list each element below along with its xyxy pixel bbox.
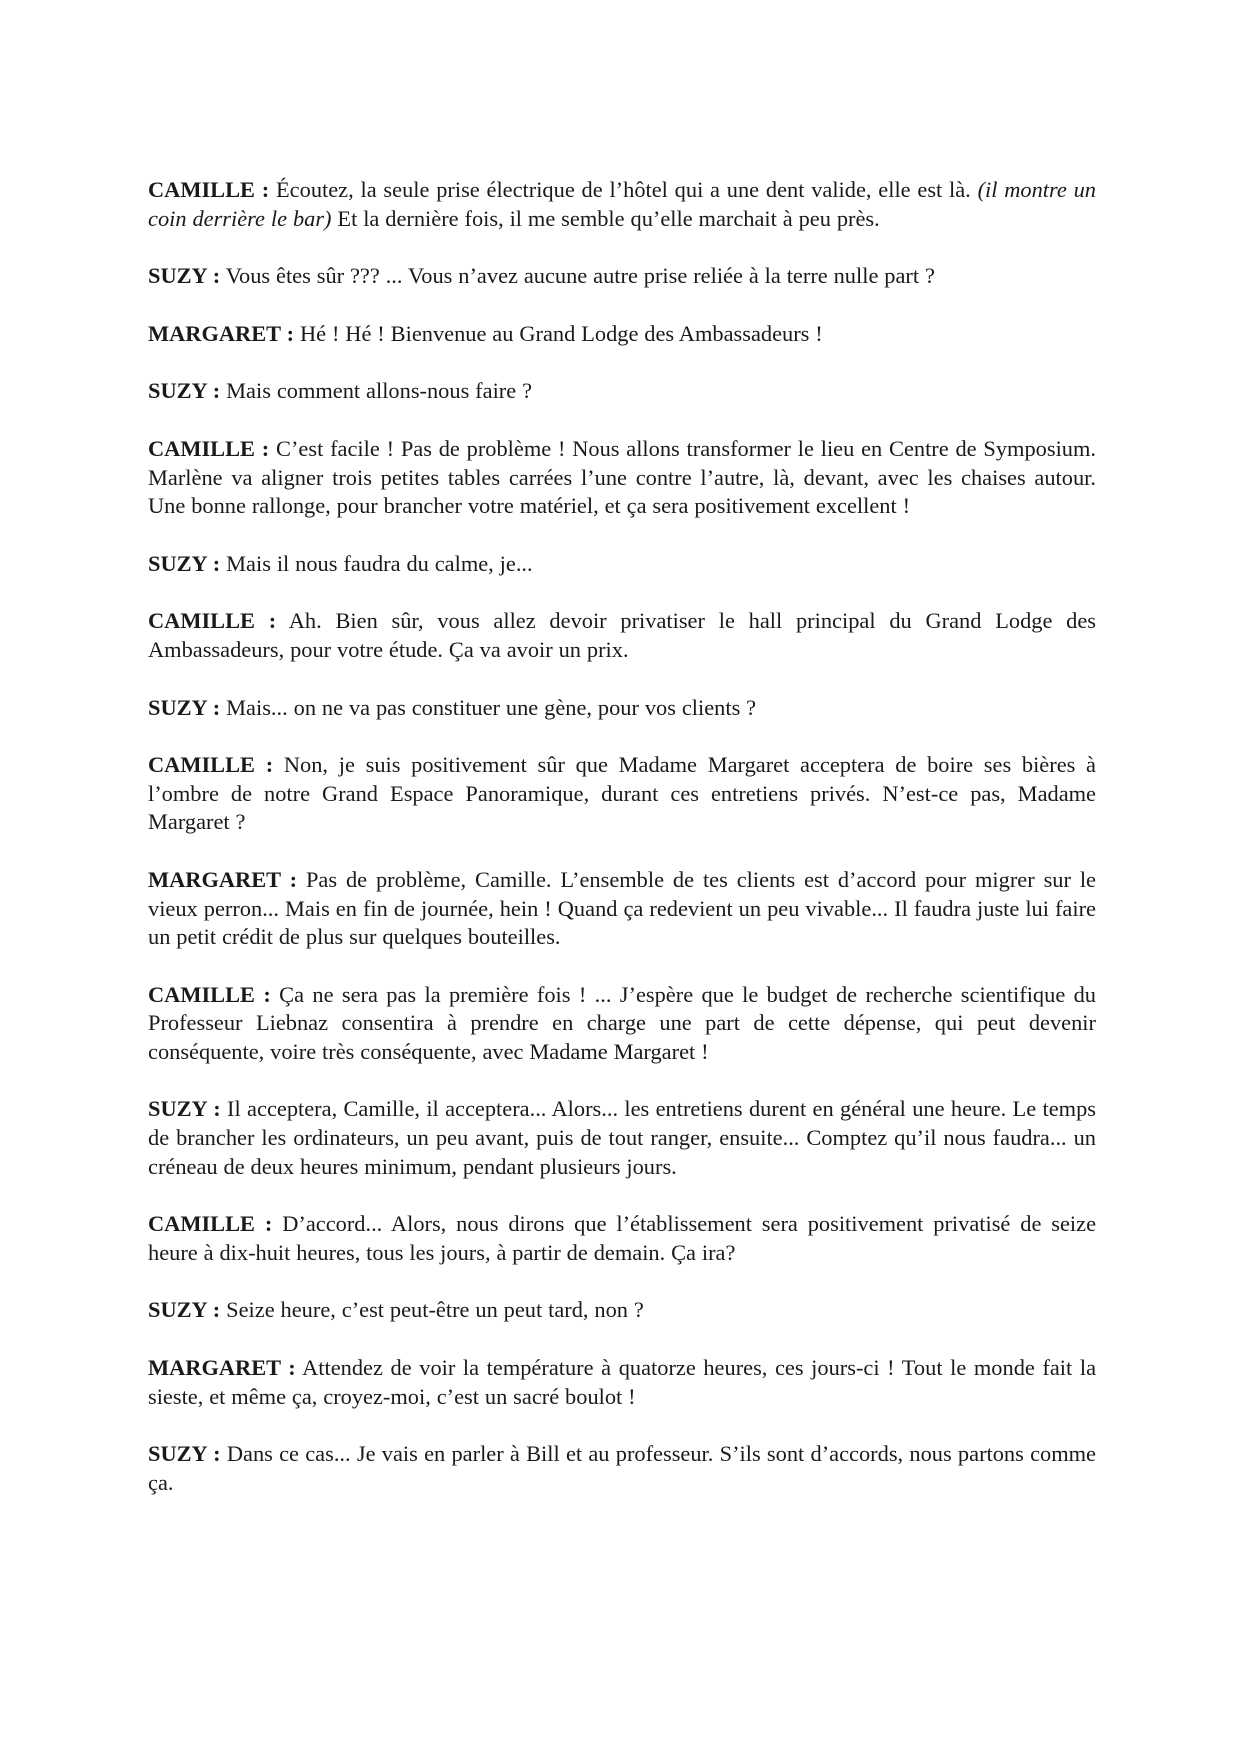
speaker-name: SUZY : (148, 694, 221, 720)
speaker-name: SUZY : (148, 263, 221, 289)
dialogue-line (148, 866, 1096, 952)
line-text: Seize heure, c’est peut-être un peut tard, non ? (220, 1297, 644, 1323)
speaker-name: MARGARET : (148, 1355, 296, 1381)
line-text: Écoutez, la seule prise électrique de l’hôtel qui a une dent valide, elle est là. (269, 177, 978, 202)
line-text: Ça ne sera pas la première fois ! ... J’espère que le budget de recherche scientifique du Professeur Liebnaz consentira à prendre en charge une part de cette dépense, qui peut devenir conséquente, voire très conséquente, avec Madame Margaret ! (148, 981, 1097, 1064)
dialogue-line (148, 751, 1096, 837)
line-text: Attendez de voir la température à quatorze heures, ces jours-ci ! Tout le monde fait la sieste, et même ça, croyez-moi, c’est un sacré boulot ! (148, 1355, 1097, 1409)
speaker-name: MARGARET : (148, 320, 295, 346)
dialogue-line (148, 694, 1096, 723)
dialogue-line (148, 377, 1096, 406)
line-text: D’accord... Alors, nous dirons que l’établissement sera positivement privatisé de seize heure à dix-huit heures, tous les jours, à partir de demain. Ça ira? (148, 1211, 1097, 1265)
dialogue-line (148, 176, 1096, 233)
dialogue-line (148, 320, 1096, 349)
dialogue-line (148, 262, 1096, 291)
speaker-name: CAMILLE : (148, 1211, 273, 1237)
line-text: Vous êtes sûr ??? ... Vous n’avez aucune autre prise reliée à la terre nulle part ? (220, 263, 935, 289)
speaker-name: CAMILLE : (148, 981, 271, 1007)
speaker-name: SUZY : (148, 1441, 221, 1467)
speaker-name: CAMILLE : (148, 435, 270, 461)
line-text: Hé ! Hé ! Bienvenue au Grand Lodge des Ambassadeurs ! (294, 320, 823, 346)
dialogue-line (148, 1296, 1096, 1325)
speaker-name: SUZY : (148, 378, 221, 404)
speaker-name: CAMILLE : (148, 752, 274, 778)
script-page (148, 176, 1096, 1526)
line-text: Pas de problème, Camille. L’ensemble de tes clients est d’accord pour migrer sur le vieux perron... Mais en fin de journée, hein ! Quand ça redevient un peu vivable... Il faudra juste lui faire un petit crédit de plus sur quelques bouteilles. (148, 866, 1096, 950)
dialogue-line (148, 607, 1096, 664)
speaker-name: SUZY : (148, 550, 221, 576)
dialogue-line (148, 1440, 1096, 1497)
speaker-name: SUZY : (148, 1297, 221, 1323)
speaker-name: CAMILLE : (148, 608, 277, 634)
line-text: Dans ce cas... Je vais en parler à Bill et au professeur. S’ils sont d’accords, nous partons comme ça. (148, 1441, 1096, 1495)
line-text: Et la dernière fois, il me semble qu’elle marchait à peu près. (331, 205, 880, 231)
dialogue-line (148, 435, 1096, 521)
speaker-name: CAMILLE : (148, 177, 270, 202)
dialogue-line (148, 1354, 1096, 1411)
line-text: Il acceptera, Camille, il acceptera... Alors... les entretiens durent en général une heure. Le temps de brancher les ordinateurs, un peu avant, puis de tout ranger, ensuite... Comptez qu’il nous faudra... un créneau de deux heures minimum, pendant plusieurs jours. (148, 1096, 1097, 1179)
line-text: Mais comment allons-nous faire ? (220, 378, 533, 404)
line-text: Mais... on ne va pas constituer une gène, pour vos clients ? (220, 694, 757, 720)
dialogue-line (148, 981, 1096, 1067)
line-text: C’est facile ! Pas de problème ! Nous allons transformer le lieu en Centre de Symposium. Marlène va aligner trois petites tables carrées l’une contre l’autre, là, devant, avec les chaises autour. Une bonne rallonge, pour brancher votre matériel, et ça sera positivement excellent ! (148, 435, 1096, 519)
dialogue-line (148, 1210, 1096, 1267)
speaker-name: SUZY : (148, 1096, 221, 1122)
speaker-name: MARGARET : (148, 866, 298, 892)
stage-direction: (il montre un coin derrière le bar) (148, 177, 1097, 231)
dialogue-line (148, 550, 1096, 579)
line-text: Ah. Bien sûr, vous allez devoir privatiser le hall principal du Grand Lodge des Ambassadeurs, pour votre étude. Ça va avoir un prix. (148, 608, 1097, 662)
line-text: Non, je suis positivement sûr que Madame Margaret acceptera de boire ses bières à l’ombre de notre Grand Espace Panoramique, durant ces entretiens privés. N’est-ce pas, Madame Margaret ? (148, 752, 1096, 835)
line-text: Mais il nous faudra du calme, je... (220, 550, 533, 576)
dialogue-line (148, 1095, 1096, 1181)
